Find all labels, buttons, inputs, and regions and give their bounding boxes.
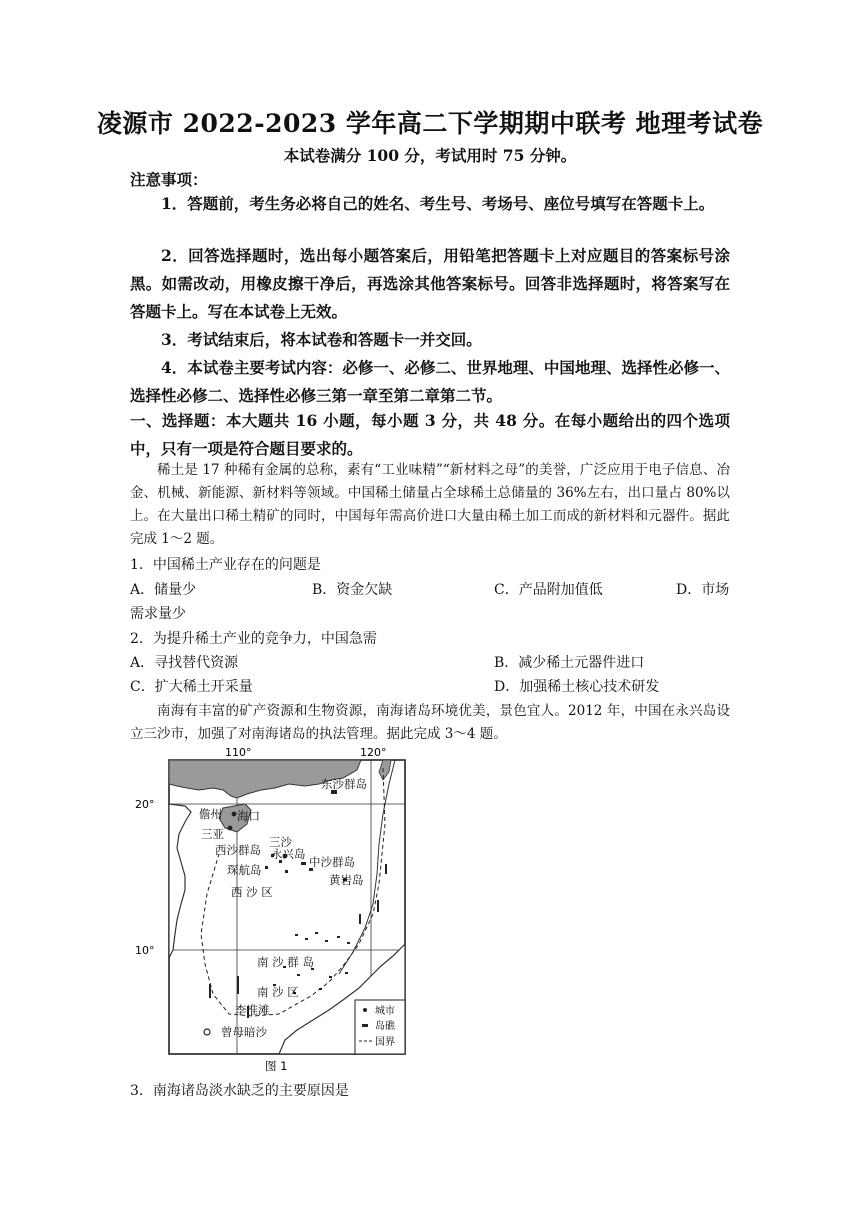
label-zhongsha: 中沙群岛	[309, 855, 355, 869]
notice-item-2: 2．回答选择题时，选出每小题答案后，用铅笔把答题卡上对应题目的答案标号涂黑。如需改动，用橡皮擦干净后，再选涂其他答案标号。回答非选择题时，将答案写在答题卡上。写在本试卷上无效。	[130, 246, 730, 321]
label-sanya: 三亚	[201, 827, 224, 841]
legend-reef: 岛礁	[375, 1021, 395, 1032]
label-haikou: 海口	[237, 809, 260, 823]
label-nansha-qu: 南 沙 区	[257, 985, 299, 999]
question-1-stem: 1．中国稀土产业存在的问题是	[130, 557, 321, 573]
label-shanhang: 琛航岛	[227, 863, 262, 877]
notice-item-3: 3．考试结束后，将本试卷和答题卡一并交回。	[161, 330, 482, 349]
q1-option-c: C．产品附加值低	[494, 582, 603, 598]
exam-subtitle: 本试卷满分 100 分，考试用时 75 分钟。	[283, 146, 577, 165]
label-danzhou: 儋州	[199, 807, 222, 821]
q1-option-d: D．市场	[676, 582, 730, 598]
label-sansha: 三沙	[269, 835, 292, 849]
q2-option-c: C．扩大稀土开采量	[130, 679, 253, 695]
passage-south-sea: 南海有丰富的矿产资源和生物资源，南海诸岛环境优美，景色宜人。2012 年，中国在永兴岛设立三沙市，加强了对南海诸岛的执法管理。据此完成 3～4 题。	[130, 703, 730, 742]
q1-option-d-cont: 需求量少	[130, 606, 186, 622]
passage-rare-earth: 稀土是 17 种稀有金属的总称，素有“工业味精”“新材料之母”的美誉，广泛应用于电子信息、冶金、机械、新能源、新材料等领域。中国稀土储量占全球稀土总储量的 36%左右，出口量占 80%以上。在大量出口稀土精矿的同时，中国每年需高价进口大量由稀土加工而成的新材料和元器件。据此完成 1～2 题。	[130, 462, 730, 547]
legend-city: 城市	[375, 1006, 395, 1017]
question-2-stem: 2．为提升稀土产业的竞争力，中国急需	[130, 631, 377, 647]
lon-label-120: 120°	[360, 746, 387, 759]
label-huangyan: 黄岩岛	[329, 873, 364, 887]
notice-heading: 注意事项：	[130, 170, 208, 189]
sanya-dot	[228, 826, 233, 831]
haikou-dot	[232, 812, 237, 817]
q2-option-d: D．加强稀土核心技术研发	[494, 679, 660, 695]
label-dongsha: 东沙群岛	[321, 777, 367, 791]
south-china-sea-map	[133, 744, 413, 1074]
lat-label-20: 20°	[135, 798, 155, 811]
exam-title: 凌源市 2022-2023 学年高二下学期期中联考 地理考试卷	[96, 109, 764, 138]
q1-option-b: B．资金欠缺	[312, 582, 393, 598]
section-heading: 一、选择题：本大题共 16 小题，每小题 3 分，共 48 分。在每小题给出的四个选项中，只有一项是符合题目要求的。	[130, 411, 730, 458]
q2-option-a: A．寻找替代资源	[130, 655, 239, 671]
label-xisha-qu: 西 沙 区	[231, 885, 273, 899]
q2-option-b: B．减少稀土元器件进口	[494, 655, 645, 671]
q1-option-a: A．储量少	[130, 582, 197, 598]
legend-border: 国界	[375, 1037, 395, 1048]
question-3-stem: 3．南海诸岛淡水缺乏的主要原因是	[130, 1083, 349, 1099]
label-zengmu: 曾母暗沙	[221, 1025, 267, 1039]
label-xisha-qundao: 西沙群岛	[215, 843, 261, 857]
label-lizhun: 李准滩	[235, 1003, 270, 1017]
map-caption: 图 1	[265, 1059, 288, 1073]
label-nansha-qundao: 南 沙 群 岛	[257, 955, 314, 969]
notice-item-1: 1．答题前，考生务必将自己的姓名、考生号、考场号、座位号填写在答题卡上。	[161, 194, 715, 213]
notice-item-4: 4．本试卷主要考试内容：必修一、必修二、世界地理、中国地理、选择性必修一、选择性必修二、选择性必修三第一章至第二章第二节。	[130, 358, 730, 405]
label-yongxing: 永兴岛	[271, 847, 306, 861]
lon-label-110: 110°	[225, 746, 252, 759]
lat-label-10: 10°	[135, 944, 155, 957]
